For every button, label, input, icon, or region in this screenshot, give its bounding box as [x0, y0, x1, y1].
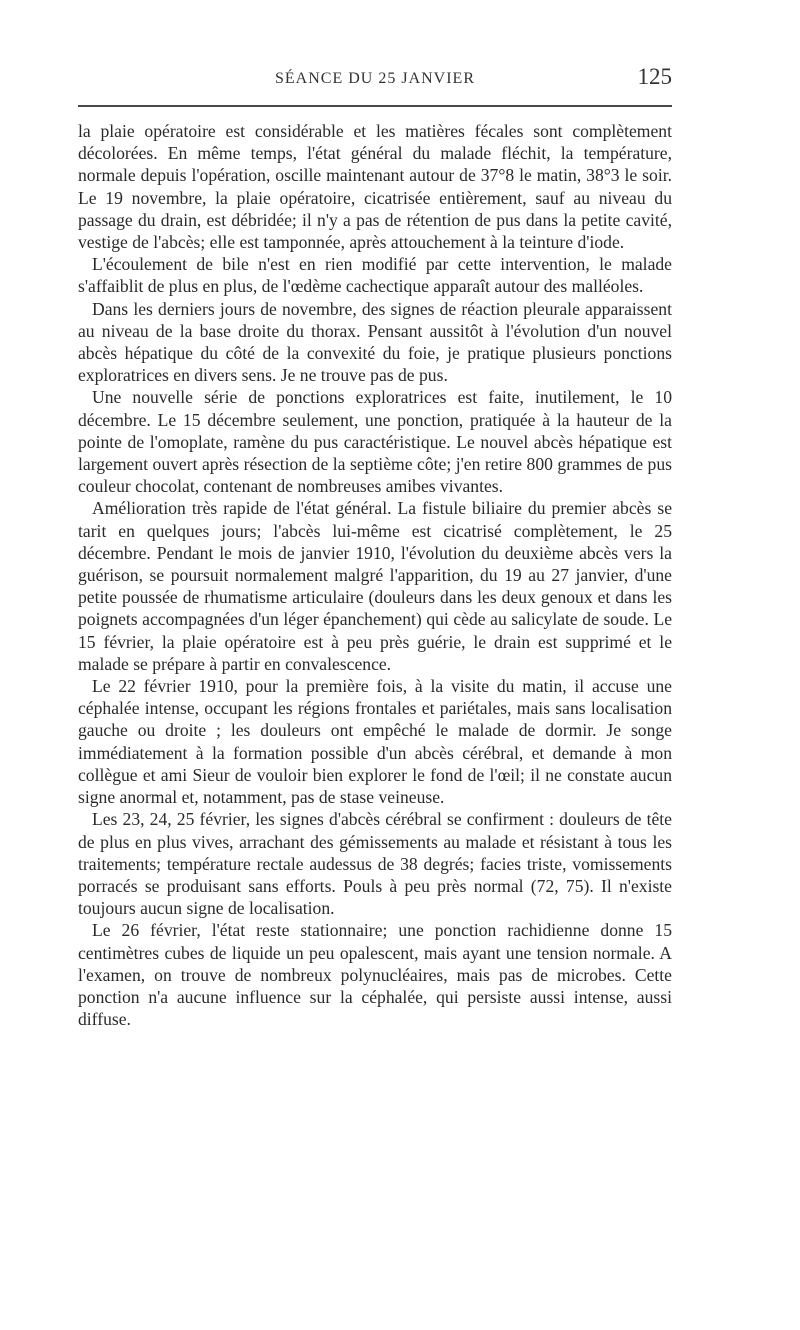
paragraph: Dans les derniers jours de novembre, des signes de réaction pleurale apparaissent au niveau de la base droite du thorax. Pensant aussitôt à l'évolution d'un nouvel abcès hépatique du côté de la convexité du foie, je pratique plusieurs ponctions exploratrices en divers sens. Je ne trouve pas de pus. — [78, 298, 672, 386]
page-number: 125 — [637, 64, 672, 89]
paragraph: Le 26 février, l'état reste stationnaire; une ponction rachidienne donne 15 centimètres cubes de liquide un peu opalescent, mais ayant une tension normale. A l'examen, on trouve de nombreux polynucléaires, mais pas de microbes. Cette ponction n'a aucune influence sur la céphalée, qui persiste aussi intense, aussi diffuse. — [78, 920, 672, 1030]
paragraph: Les 23, 24, 25 février, les signes d'abcès cérébral se confirment : douleurs de tête de plus en plus vives, arrachant des gémissements au malade et résistant à tous les traitements; température rectale audessus de 38 degrés; facies triste, vomissements porracés se produisant sans efforts. Pouls à peu près normal (72, 75). Il n'existe toujours aucun signe de localisation. — [78, 809, 672, 919]
paragraph: Amélioration très rapide de l'état général. La fistule biliaire du premier abcès se tarit en quelques jours; l'abcès lui-même est cicatrisé complètement, le 25 décembre. Pendant le mois de janvier 1910, l'évolution du deuxième abcès vers la guérison, se poursuit normalement malgré l'apparition, du 19 au 27 janvier, d'une petite poussée de rhumatisme articulaire (douleurs dans les deux genoux et dans les poignets accompagnées d'un léger épanchement) qui cède au salicylate de soude. Le 15 février, la plaie opératoire est à peu près guérie, le drain est supprimé et le malade se prépare à partir en convalescence. — [78, 498, 672, 674]
paragraph: L'écoulement de bile n'est en rien modifié par cette intervention, le malade s'affaiblit de plus en plus, de l'œdème cachectique apparaît autour des malléoles. — [78, 254, 672, 297]
header-rule — [78, 105, 672, 107]
paragraph: Le 22 février 1910, pour la première fois, à la visite du matin, il accuse une céphalée intense, occupant les régions frontales et pariétales, mais sans localisation gauche ou droite ; les douleurs ont empêché le malade de dormir. Je songe immédiatement à la formation possible d'un abcès cérébral, et demande à mon collègue et ami Sieur de vouloir bien explorer le fond de l'œil; il ne constate aucun signe anormal et, notamment, pas de stase veineuse. — [78, 676, 672, 808]
paragraph: Une nouvelle série de ponctions exploratrices est faite, inutilement, le 10 décembre. Le 15 décembre seulement, une ponction, pratiquée à la hauteur de la pointe de l'omoplate, ramène du pus caractéristique. Le nouvel abcès hépatique est largement ouvert après résection de la septième côte; j'en retire 800 grammes de pus couleur chocolat, contenant de nombreuses amibes vivantes. — [78, 387, 672, 497]
book-page — [78, 0, 672, 1330]
body-text — [78, 120, 672, 1030]
running-head — [78, 64, 672, 92]
paragraph-continuation: la plaie opératoire est considérable et les matières fécales sont complètement décolorées. En même temps, l'état général du malade fléchit, la température, normale depuis l'opération, oscille maintenant autour de 37°8 le matin, 38°3 le soir. Le 19 novembre, la plaie opératoire, cicatrisée entièrement, sauf au niveau du passage du drain, est débridée; il n'y a pas de rétention de pus dans la petite cavité, vestige de l'abcès; elle est tamponnée, après attouchement à la teinture d'iode. — [78, 121, 672, 253]
running-head-title: SÉANCE DU 25 JANVIER — [275, 70, 475, 87]
